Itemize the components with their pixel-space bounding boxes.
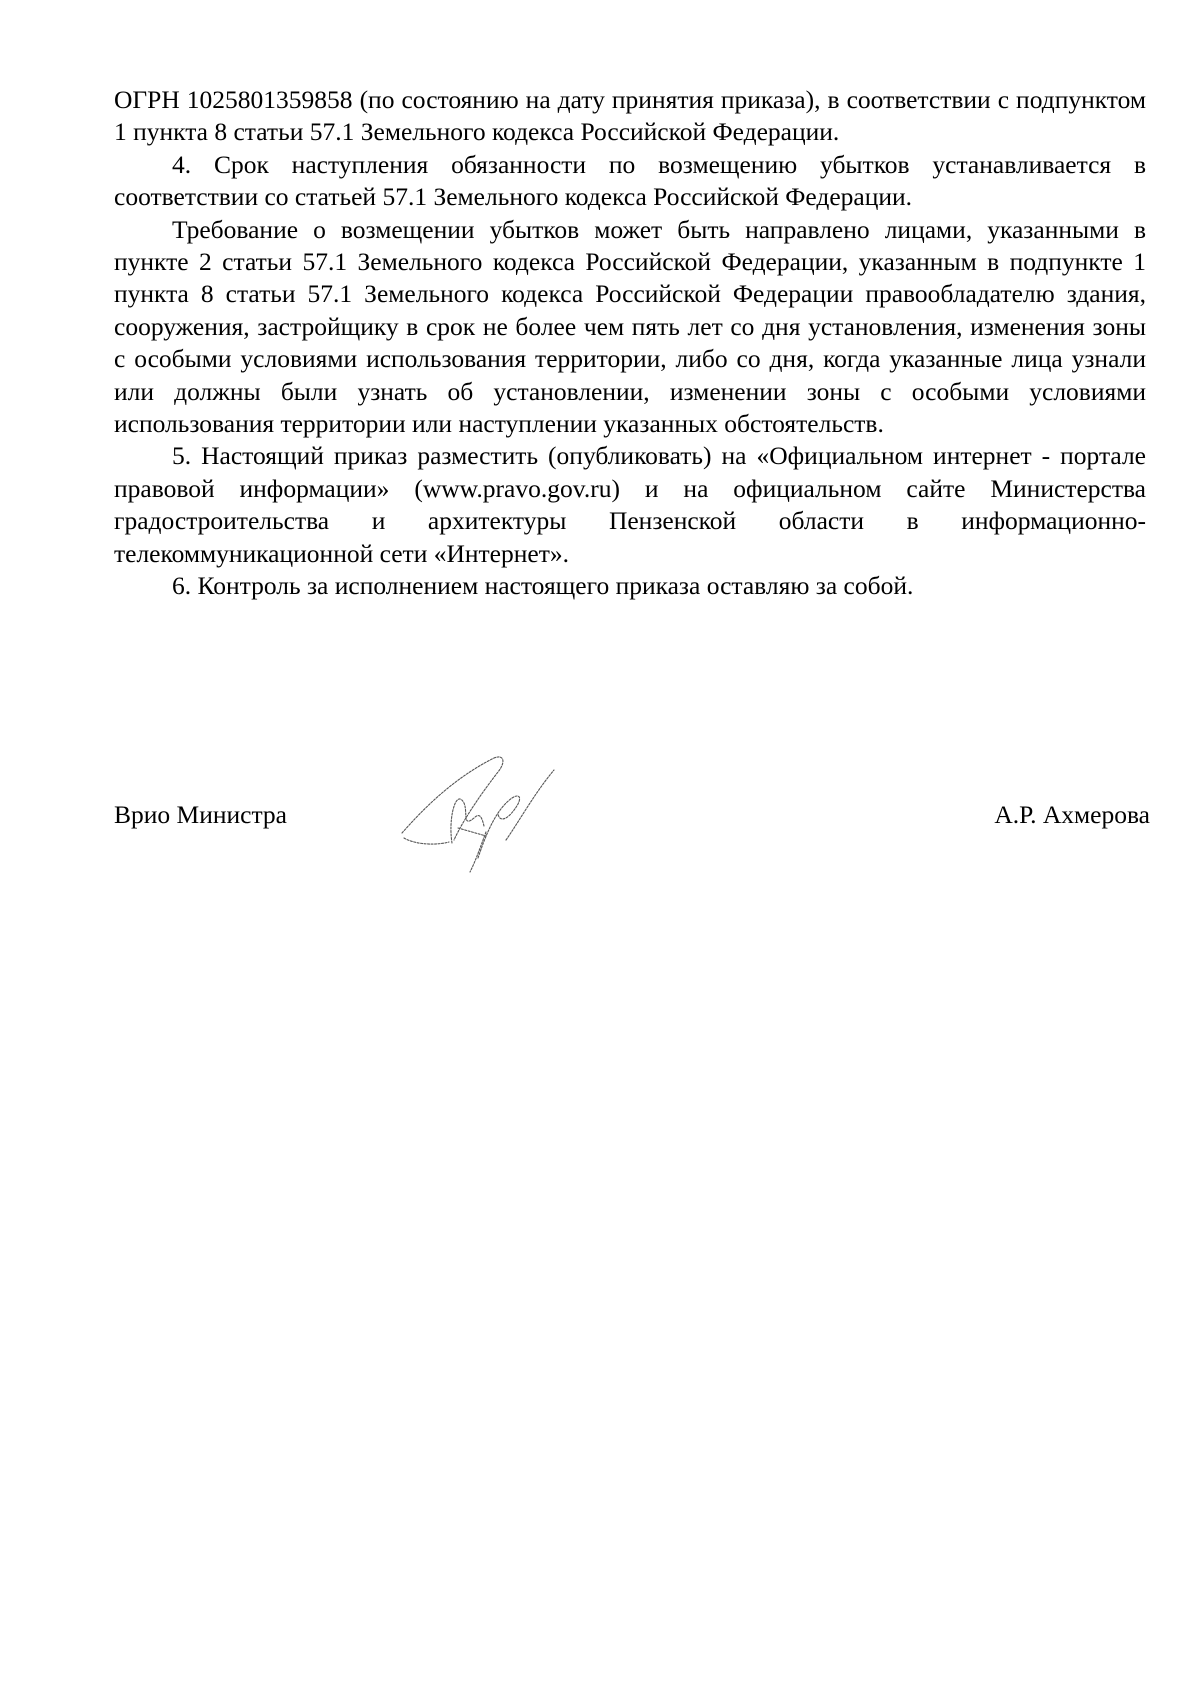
paragraph-damages-claim: Требование о возмещении убытков может быть направлено лицами, указанными в пункте 2 статьи 57.1 Земельного кодекса Российской Федерации, указанным в подпункте 1 пункта 8 статьи 57.1 Земельного кодекса Российской Федерации правообладателю здания, сооружения, застройщику в срок не более чем пять лет со дня установления, изменения зоны с особыми условиями использования территории, либо со дня, когда указанные лица узнали или должны были узнать об установлении, изменении зоны с особыми условиями использования территории или наступлении указанных обстоятельств. (114, 214, 1146, 439)
handwritten-signature (394, 748, 574, 878)
paragraph-item-4: 4. Срок наступления обязанности по возмещению убытков устанавливается в соответствии со статьей 57.1 Земельного кодекса Российской Федерации. (114, 149, 1146, 212)
paragraph-item-5: 5. Настоящий приказ разместить (опубликовать) на «Официальном интернет - портале правовой информации» (www.pravo.gov.ru) и на официальном сайте Министерства градостроительства и архитектуры Пензенской области в информационно-телекоммуникационной сети «Интернет». (114, 441, 1146, 568)
paragraph-ogrn: ОГРН 1025801359858 (по состоянию на дату принятия приказа), в соответствии с подпунктом 1 пункта 8 статьи 57.1 Земельного кодекса Российской Федерации. (114, 85, 1146, 147)
signatory-position: Врио Министра (114, 800, 287, 829)
paragraph-item-6: 6. Контроль за исполнением настоящего приказа оставляю за собой. (172, 571, 914, 601)
document-body (114, 84, 1146, 603)
signature-block (114, 790, 1150, 850)
signatory-name: А.Р. Ахмерова (994, 800, 1150, 829)
